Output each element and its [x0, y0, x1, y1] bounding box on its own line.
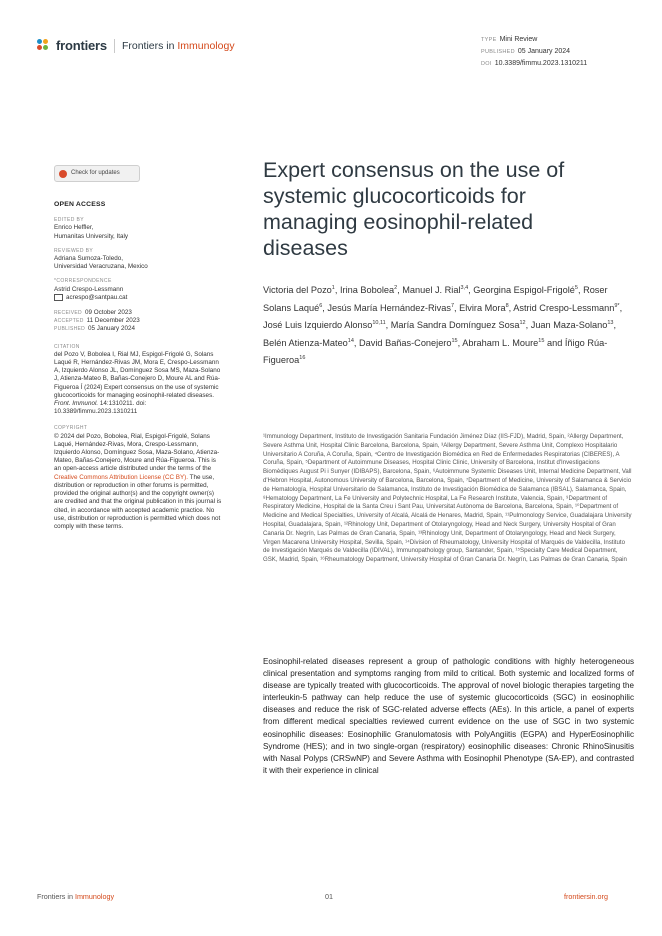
received-date: 09 October 2023: [84, 309, 132, 317]
reviewer-name: Adriana Sumoza-Toledo,: [54, 255, 123, 263]
header-divider: [114, 39, 115, 53]
footer-site-link[interactable]: frontiersin.org: [564, 892, 608, 901]
article-meta: TYPE Mini Review PUBLISHED 05 January 2024 DOI 10.3389/fimmu.2023.1310211: [481, 36, 588, 67]
correspondence-email-row: [54, 294, 224, 302]
author-affiliation-number: 12: [519, 320, 526, 327]
copyright-label: COPYRIGHT: [54, 425, 88, 432]
citation-label: CITATION: [54, 343, 80, 350]
article-type: Mini Review: [499, 36, 538, 43]
check-updates-icon: [59, 170, 67, 178]
reviewed-by-label: REVIEWED BY: [54, 247, 94, 254]
abstract-text: Eosinophil-related diseases represent a group of pathologic conditions with highly heterogeneous clinical presentation and symptoms ranging from mild to critical. Both systemic and localized forms of disease are typically treated with glucocorticoids. The approval of novel biologic therapies targeting the interleukin-5 pathway can help reduce the use of systemic glucocorticoids (SGC) in eosinophilic diseases and reduce the risk of SGC-related adverse effects (AEs). In this article, a panel of experts from different medical specialties reviewed current evidence on the use of SGC in two systemic eosinophilic diseases: Eosinophilic Granulomatosis with PolyAngiitis (EGPA) and HyperEosinophilic Syndrome (HES); and in two single-organ (respiratory) eosinophilic diseases: Chronic RhinoSinusitis with Nasal Polyps (CRSwNP) and Severe Asthma with Eosinophil Phenotype (SA-EP), and contrasted it with their experience in clinical: [263, 657, 634, 775]
reviewer-affiliation: Universidad Veracruzana, Mexico: [54, 263, 148, 271]
brand-name: frontiers: [56, 38, 107, 53]
author-affiliation-number: 8: [505, 302, 509, 309]
correspondence-name: Astrid Crespo-Lessmann: [54, 285, 124, 293]
author-affiliation-number: 6: [319, 302, 323, 309]
author-affiliation-number: 3,4: [460, 285, 469, 291]
published-date: 05 January 2024: [517, 48, 571, 55]
copyright-text: © 2024 del Pozo, Bobolea, Rial, Espigol-Frigolé, Solans Laqué, Hernández-Rivas, Mora, Crespo-Lessmann, Izquierdo Alonso, Domínguez Sosa, Maza-Solano, Atienza-Mateo, Bañas-Conejero, Moure and Rúa-Figueroa. This is an open-access article distributed under the terms of the Creative Commons Attribution License (CC BY). The use, distribution or reproduction in other forums is permitted, provided the original author(s) and the copyright owner(s) are credited and that the original publication in this journal is cited, in accordance with accepted academic practice. No use, distribution or reproduction is permitted which does not comply with these terms.: [54, 432, 222, 530]
author-name: Roser Solans Laqué$^6$: [263, 285, 608, 313]
journal-header: [37, 38, 235, 53]
author-affiliation-number: 10,11: [372, 320, 386, 327]
author-name: Abraham L. Moure$^{15}$: [462, 337, 545, 348]
edited-by-label: EDITED BY: [54, 217, 84, 224]
author-name: María Sandra Domínguez Sosa$^{12}$: [390, 320, 526, 331]
citation-text: del Pozo V, Bobolea I, Rial MJ, Espigol-Frigolé G, Solans Laqué R, Hernández-Rivas JM, Mora E, Crespo-Lessmann A, Izquierdo Alonso JL, Domínguez Sosa MS, Maza-Solano J, Atienza-Mateo B, Bañas-Conejero D, Moure AL and Rúa-Figueroa Í (2024) Expert consensus on the use of systemic glucocorticoids for managing eosinophil-related diseases. Front. Immunol. 14:1310211. doi: 10.3389/fimmu.2023.1310211: [54, 350, 221, 416]
author-affiliation-number: 2: [394, 285, 398, 291]
sidebar-published-date: 05 January 2024: [88, 325, 135, 333]
article-title: Expert consensus on the use of systemic glucocorticoids for managing eosinophil-related diseases: [263, 158, 565, 260]
author-name: Juan Maza-Solano$^{13}$: [530, 320, 614, 331]
author-affiliation-number: 14: [347, 337, 354, 344]
author-affiliation-number: 1: [331, 285, 335, 291]
correspondence-email[interactable]: acrespo@santpau.cat: [66, 293, 128, 301]
author-affiliation-number: 5: [574, 285, 578, 291]
author-affiliation-number: 15: [538, 337, 545, 344]
accepted-date: 11 December 2023: [86, 317, 140, 325]
author-name: Victoria del Pozo$^1$: [263, 285, 335, 296]
author-affiliation-number: 9*: [614, 302, 620, 309]
author-affiliation-number: 13: [607, 320, 614, 327]
author-name: Astrid Crespo-Lessmann$^{9*}$: [513, 302, 620, 313]
journal-name: Frontiers in Immunology: [121, 39, 235, 52]
author-affiliation-number: 15: [451, 337, 458, 344]
author-name: Belén Atienza-Mateo$^{14}$: [263, 337, 354, 348]
author-name: Manuel J. Rial$^{3,4}$: [402, 285, 469, 296]
author-name: Íñigo Rúa-Figueroa$^{16}$: [263, 337, 608, 366]
correspondence-label: *CORRESPONDENCE: [54, 278, 112, 285]
author-name: Jesús María Hernández-Rivas$^7$: [327, 302, 455, 313]
footer-journal: Frontiers in Immunology: [37, 892, 115, 901]
author-affiliation-number: 7: [450, 302, 455, 309]
frontiers-logo-icon: [37, 39, 51, 53]
doi-link[interactable]: 10.3389/fimmu.2023.1310211: [494, 60, 588, 67]
article-dates: RECEIVED 09 October 2023 ACCEPTED 11 December 2023 PUBLISHED 05 January 2024: [54, 309, 140, 333]
author-affiliation-number: 16: [299, 355, 306, 362]
check-for-updates-button[interactable]: Check for updates: [54, 165, 140, 182]
author-name: Georgina Espigol-Frigolé$^5$: [473, 285, 578, 296]
author-name: José Luis Izquierdo Alonso$^{10,11}$: [263, 320, 386, 331]
mail-icon: [54, 294, 63, 301]
sidebar: [54, 165, 224, 531]
author-name: David Bañas-Conejero$^{15}$: [359, 337, 458, 348]
license-link[interactable]: Creative Commons Attribution License (CC BY).: [54, 473, 189, 481]
citation-doi[interactable]: doi: 10.3389/fimmu.2023.1310211: [54, 400, 147, 416]
author-name: Irina Bobolea$^2$: [339, 285, 398, 296]
author-list: Victoria del Pozo$^1$, Irina Bobolea$^2$, Manuel J. Rial$^{3,4}$, Georgina Espigol-Frigolé$^5$, Roser Solans Laqué$^6$, Jesús María Hernández-Rivas$^7$, Elvira Mora$^8$, Astrid Crespo-Lessmann$^{9*}$, José Luis Izquierdo Alonso$^{10,11}$, María Sandra Domínguez Sosa$^{12}$, Juan Maza-Solano$^{13}$, Belén Atienza-Mateo$^{14}$, David Bañas-Conejero$^{15}$, Abraham L. Moure$^{15}$ and Íñigo Rúa-Figueroa$^{16}$: [263, 285, 623, 366]
author-name: Elvira Mora$^8$: [459, 302, 509, 313]
editor-name: Enrico Heffler,: [54, 224, 94, 232]
affiliations: ¹Immunology Department, Instituto de Investigación Sanitaria Fundación Jiménez Díaz (IIS-FJD), Madrid, Spain, ²Allergy Department, Severe Asthma Unit, Hospital Clinic Barcelona, Barcelona, Spain, ³Allergy Department, Severe Asthma Unit, Complexo Hospitalario Universitario A Coruña, A Coruña, Spain, ⁴Centro de Investigación Biomédica en Red de Enfermedades Respiratorias (CIBERES), A Coruña, Spain, ⁵Department of Autoimmune Diseases, Hospital Clinic Clinic, University of Barcelona, Institut d'Investigacions Biomèdiques August Pi i Sunyer (IDIBAPS), Barcelona, Spain, ⁶Autoimmune Systemic Diseases Unit, Internal Medicine Department, Vall d'Hebron Hospital, Autonomous University of Barcelona, Barcelona, Spain, ⁷Department of Medicine, University of Salamanca & Servicio de Hematología, Hospital Universitario de Salamanca, Instituto de Investigación Biomédica de Salamanca (IBSAL), Salamanca, Spain, ⁸Hematology Department, La Fe University and Polytechnic Hospital, La Fe Research Institute, Valencia, Spain, ⁹Department of Respiratory Medicine, Hospital de la Santa Creu i Sant Pau, Universitat Autònoma de Barcelona, Barcelona, Spain, ¹⁰Department of Medicine and Medical Specialties, University of Alcalá, Alcalá de Henares, Madrid, Spain, ¹¹Pulmonology Service, Guadalajara University Hospital, Guadalajara, Spain, ¹²Rhinology Unit, Department of Otolaryngology, Head and Neck Surgery, University Hospital of Gran Canaria Dr. Negrín, Las Palmas de Gran Canaria, Spain, ¹³Rhinology Unit, Department of Otolaryngology, Head and Neck Surgery, Virgen Macarena University Hospital, Sevilla, Spain, ¹⁴Division of Rheumatology, University Hospital of Marqués de Valdecilla, Instituto de Investigación Marqués de Valdecilla (IDIVAL), Immunopathology group, Santander, Spain, ¹⁵Specialty Care Medical Department, GSK, Madrid, Spain, ¹⁶Rheumatology Department, University Hospital of Gran Canaria Dr. Negrín, Las Palmas de Gran Canaria, Spain: [263, 433, 632, 564]
editor-affiliation: Humanitas University, Italy: [54, 232, 129, 240]
page-number: 01: [325, 892, 333, 901]
open-access-label: OPEN ACCESS: [54, 201, 106, 208]
